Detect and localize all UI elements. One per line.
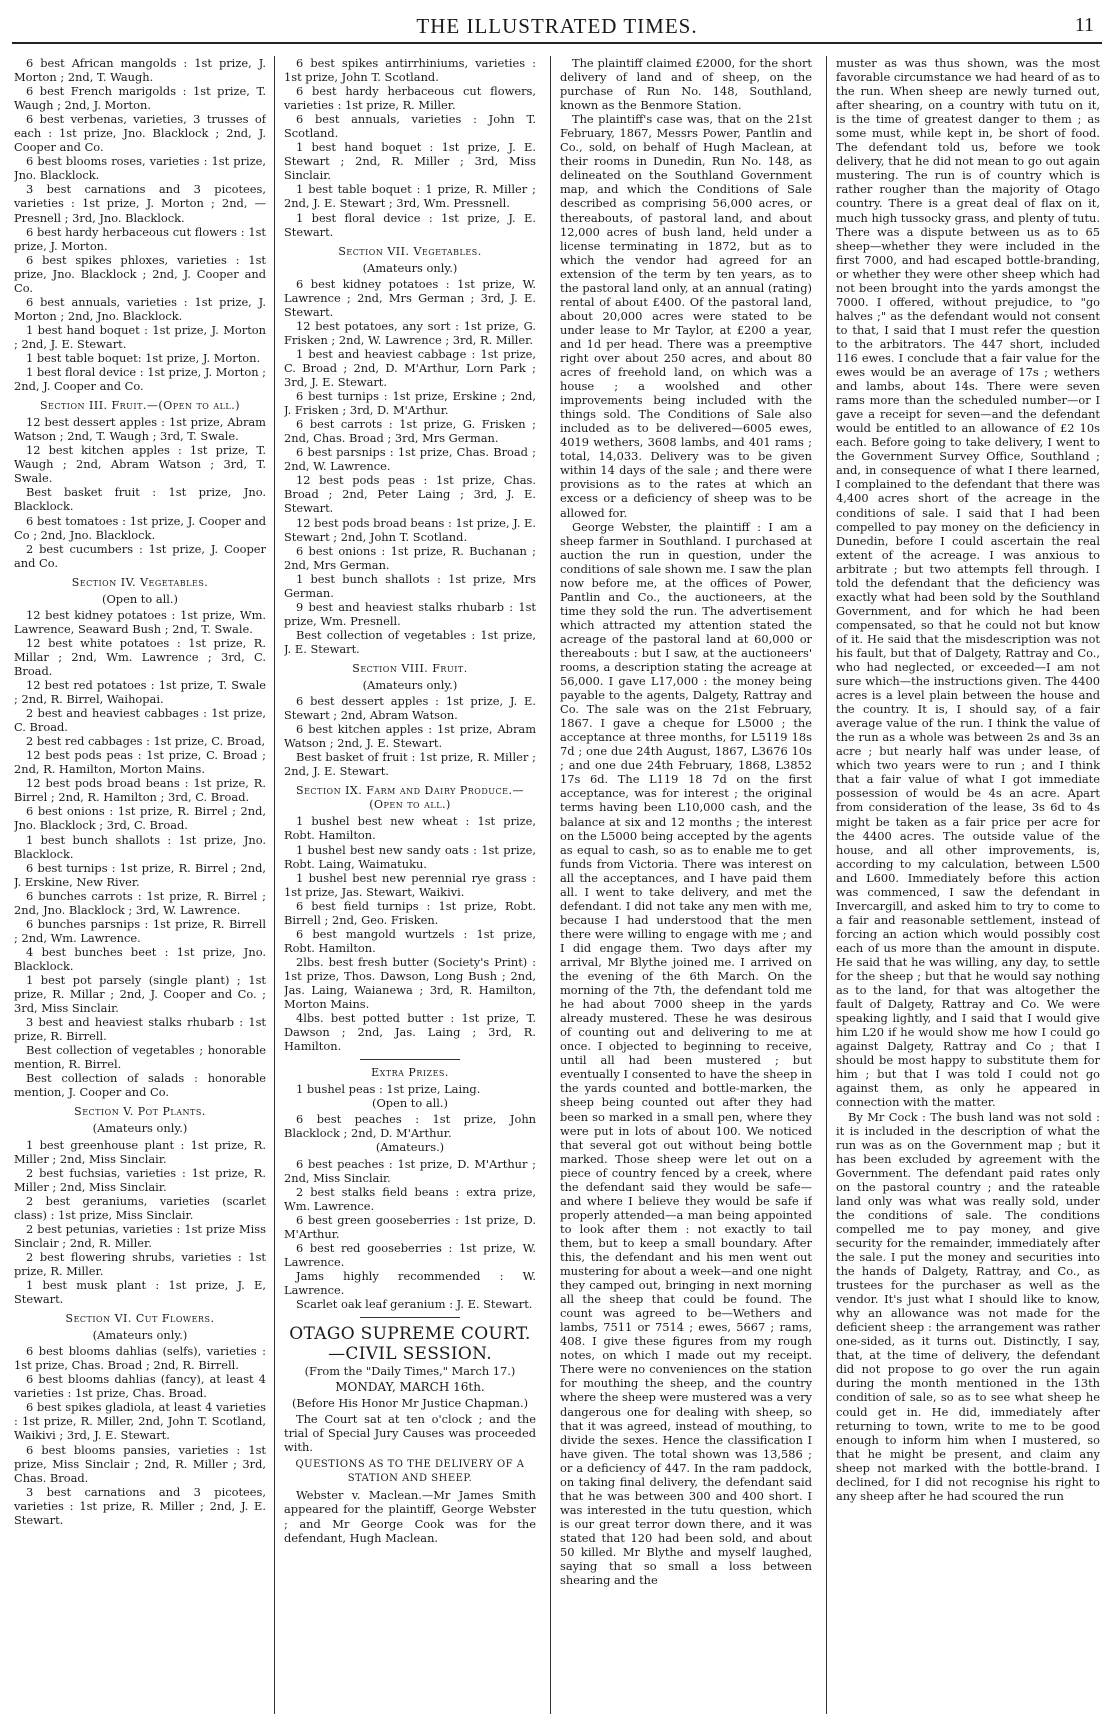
article-paragraph: 6 best peaches : 1st prize, John Blacklock ; 2nd, D. M'Arthur. — [284, 1112, 536, 1141]
article-paragraph: 6 best African mangolds : 1st prize, J. Morton ; 2nd, T. Waugh. — [14, 56, 266, 85]
article-paragraph: Best collection of vegetables : 1st prize, J. E. Stewart. — [284, 627, 536, 656]
section-heading: Extra Prizes. — [371, 1066, 449, 1080]
article-paragraph: 6 best spikes phloxes, varieties : 1st prize, Jno. Blacklock ; 2nd, J. Cooper and Co. — [14, 252, 266, 295]
separator-rule — [360, 1059, 461, 1060]
article-paragraph: 2 best petunias, varieties : 1st prize Miss Sinclair ; 2nd, R. Miller. — [14, 1221, 266, 1250]
article-paragraph: 2 best red cabbages : 1st prize, C. Broad, — [26, 734, 266, 749]
separator-rule — [360, 1317, 461, 1318]
column-3 — [560, 56, 812, 1714]
article-paragraph: 1 bushel best new perennial rye grass : 1st prize, Jas. Stewart, Waikivi. — [284, 870, 536, 899]
article-paragraph: 12 best dessert apples : 1st prize, Abram Watson ; 2nd, T. Waugh ; 3rd, T. Swale. — [14, 415, 266, 444]
article-paragraph: Best basket fruit : 1st prize, Jno. Blacklock. — [14, 485, 266, 514]
article-paragraph: 6 best onions : 1st prize, R. Birrel ; 2nd, Jno. Blacklock ; 3rd, C. Broad. — [14, 804, 266, 833]
article-paragraph: 2 best stalks field beans : extra prize, Wm. Lawrence. — [284, 1184, 536, 1213]
masthead-rule — [12, 42, 1102, 44]
article-paragraph: The plaintiff's case was, that on the 21st February, 1867, Messrs Power, Pantlin and Co., sold, on behalf of Hugh Maclean, at their rooms in Dunedin, Run No. 148, as delineated on the Southland Government map, and which the Conditions of Sale described as comprising 56,000 acres, or thereabouts, of pastoral land, and about 12,000 acres of bush land, held under a license terminating in 1872, but as to which the vendor had agreed for an extension of the term by ten years, as to the pastoral land only, at an annual (rating) rental of about £400. Of the pastoral land, about 20,000 acres were stated to be under lease to Mr Taylor, at £200 a year, and 1d per head. There was a preemptive right over about 250 acres, and about 80 acres of freehold land, on which was a house ; a woolshed and other improvements being included with the things sold. The Conditions of Sale also included as to be delivered—6005 ewes, 4019 wethers, 3608 lambs, and 401 rams ; total, 14,033. Delivery was to be given within 14 days of the sale ; and there were provisions as to the rates at which an excess or a deficiency of sheep was to be allowed for. — [560, 112, 812, 520]
article-paragraph: 2 best cucumbers : 1st prize, J. Cooper and Co. — [14, 541, 266, 570]
column-2 — [284, 56, 536, 1714]
article-paragraph: 6 best peaches : 1st prize, D. M'Arthur ; 2nd, Miss Sinclair. — [284, 1156, 536, 1185]
article-paragraph: The plaintiff claimed £2000, for the short delivery of land and of sheep, on the purchase of Run No. 148, Southland, known as the Benmore Station. — [560, 56, 812, 113]
article-paragraph: 12 best pods peas : 1st prize, Chas. Broad ; 2nd, Peter Laing ; 3rd, J. E. Stewart. — [284, 473, 536, 516]
subheading: (Amateurs only.) — [362, 260, 458, 275]
section-heading: Section IV. Vegetables. — [71, 575, 209, 589]
article-paragraph: 1 best table boquet : 1 prize, R. Miller ; 2nd, J. E. Stewart ; 3rd, Wm. Pressnell. — [284, 182, 536, 211]
article-paragraph: 1 best pot parsely (single plant) ; 1st prize, R. Millar ; 2nd, J. Cooper and Co. ; 3rd, Miss Sinclair. — [14, 973, 266, 1016]
article-paragraph: 6 best kitchen apples : 1st prize, Abram Watson ; 2nd, J. E. Stewart. — [284, 722, 536, 751]
article-paragraph: 1 best greenhouse plant : 1st prize, R. Miller ; 2nd, Miss Sinclair. — [14, 1137, 266, 1166]
article-paragraph: 6 best carrots : 1st prize, G. Frisken ; 2nd, Chas. Broad ; 3rd, Mrs German. — [284, 417, 536, 446]
article-paragraph: 6 best mangold wurtzels : 1st prize, Robt. Hamilton. — [284, 926, 536, 955]
article-paragraph: Jams highly recommended : W. Lawrence. — [284, 1268, 536, 1297]
section-heading: Section III. Fruit.—(Open to all.) — [39, 399, 241, 413]
article-paragraph: 1 bushel best new wheat : 1st prize, Robt. Hamilton. — [284, 814, 536, 843]
article-paragraph: 6 best annuals, varieties : 1st prize, J. Morton ; 2nd, Jno. Blacklock. — [14, 294, 266, 323]
article-paragraph: 6 best blooms pansies, varieties : 1st prize, Miss Sinclair ; 2nd, R. Miller ; 3rd, Chas. Broad. — [14, 1442, 266, 1485]
article-paragraph: 1 best bunch shallots : 1st prize, Jno. Blacklock. — [14, 832, 266, 861]
article-paragraph: 6 best hardy herbaceous cut flowers, varieties : 1st prize, R. Miller. — [284, 84, 536, 113]
article-paragraph: 2 best flowering shrubs, varieties : 1st prize, R. Miller. — [14, 1249, 266, 1278]
article-paragraph: 12 best kitchen apples : 1st prize, T. Waugh ; 2nd, Abram Watson ; 3rd, T. Swale. — [14, 443, 266, 486]
article-paragraph: 6 bunches carrots : 1st prize, R. Birrel ; 2nd, Jno. Blacklock ; 3rd, W. Lawrence. — [14, 888, 266, 917]
article-paragraph: 6 best spikes antirrhiniums, varieties : 1st prize, John T. Scotland. — [284, 56, 536, 85]
masthead — [20, 14, 1094, 40]
case-heading: QUESTIONS AS TO THE DELIVERY OF A STATION AND SHEEP. — [295, 1459, 525, 1485]
article-paragraph: 6 best hardy herbaceous cut flowers : 1st prize, J. Morton. — [14, 224, 266, 253]
article-paragraph: 1 best floral device : 1st prize, J. Morton ; 2nd, J. Cooper and Co. — [14, 365, 266, 394]
article-paragraph: 1 bushel best new sandy oats : 1st prize, Robt. Laing, Waimatuku. — [284, 842, 536, 871]
article-headline: OTAGO SUPREME COURT.—CIVIL SESSION. — [289, 1324, 531, 1365]
article-paragraph: 1 best floral device : 1st prize, J. E. Stewart. — [284, 210, 536, 239]
article-paragraph: 9 best and heaviest stalks rhubarb : 1st prize, Wm. Presnell. — [284, 599, 536, 628]
article-paragraph: 6 best annuals, varieties : John T. Scotland. — [284, 112, 536, 141]
article-paragraph: 12 best pods peas : 1st prize, C. Broad ; 2nd, R. Hamilton, Morton Mains. — [14, 748, 266, 777]
section-heading: Section IX. Farm and Dairy Produce.—(Open to all.) — [296, 784, 524, 812]
article-paragraph: 12 best pods broad beans : 1st prize, J. E. Stewart ; 2nd, John T. Scotland. — [284, 515, 536, 544]
article-paragraph: 6 best turnips : 1st prize, R. Birrel ; 2nd, J. Erskine, New River. — [14, 860, 266, 889]
article-paragraph: By Mr Cock : The bush land was not sold : it is included in the description of what the run was as on the Government map ; but it has been excluded by agreement with the Government. The defendant paid rates only on the pastoral country ; and the rateable land only was what was really sold, under the conditions of sale. The conditions compelled me to pay money, and give security for the remainder, immediately after the sale. I put the money and securities into the hands of Dalgety, Rattray, and Co., as trustees for the purchaser as well as the vendor. It's just what I should like to know, why an allowance was not made for the deficient sheep : the arrangement was rather one-sided, as it turns out. Distinctly, I say, that, at the time of delivery, the defendant did not propose to go over the run again during the month mentioned in the 13th condition of sale, so as to see what sheep he could get in. He did, immediately after returning to town, write to me to be good enough to inform him when I mustered, so that he might be present, and claim any sheep not marked with the bottle-brand. I declined, for I did not recognise his right to any sheep after he had scoured the run — [836, 1109, 1100, 1503]
article-paragraph: 1 best and heaviest cabbage : 1st prize, C. Broad ; 2nd, D. M'Arthur, Lorn Park ; 3rd, J. E. Stewart. — [284, 346, 536, 390]
article-paragraph: 6 best blooms dahlias (selfs), varieties : 1st prize, Chas. Broad ; 2nd, R. Birrell. — [14, 1344, 266, 1373]
article-paragraph: 6 best verbenas, varieties, 3 trusses of each : 1st prize, Jno. Blacklock ; 2nd, J. Cooper and Co. — [14, 112, 266, 155]
article-paragraph: 6 best parsnips : 1st prize, Chas. Broad ; 2nd, W. Lawrence. — [284, 445, 536, 474]
page-number: 11 — [1074, 14, 1094, 36]
subheading: (Amateurs only.) — [92, 1328, 188, 1343]
newspaper-title: THE ILLUSTRATED TIMES. — [416, 14, 698, 38]
section-heading: Section VIII. Fruit. — [352, 661, 468, 675]
article-paragraph: 1 best bunch shallots : 1st prize, Mrs German. — [284, 571, 536, 600]
article-paragraph: 1 best hand boquet : 1st prize, J. E. Stewart ; 2nd, R. Miller ; 3rd, Miss Sinclair. — [284, 140, 536, 183]
article-paragraph: 4 best bunches beet : 1st prize, Jno. Blacklock. — [14, 944, 266, 973]
article-paragraph: 6 best field turnips : 1st prize, Robt. Birrell ; 2nd, Geo. Frisken. — [284, 898, 536, 927]
article-paragraph: 2 best and heaviest cabbages : 1st prize, C. Broad. — [14, 706, 266, 735]
article-paragraph: 12 best white potatoes : 1st prize, R. Millar ; 2nd, Wm. Lawrence ; 3rd, C. Broad. — [14, 635, 266, 678]
article-paragraph: 6 best blooms roses, varieties : 1st prize, Jno. Blacklock. — [14, 154, 266, 183]
article-paragraph: 6 best red gooseberries : 1st prize, W. Lawrence. — [284, 1240, 536, 1269]
article-paragraph: 12 best pods broad beans : 1st prize, R. Birrel ; 2nd, R. Hamilton ; 3rd, C. Broad. — [14, 776, 266, 805]
article-paragraph: 1 best table boquet: 1st prize, J. Morton. — [26, 350, 261, 365]
article-paragraph: 12 best kidney potatoes : 1st prize, Wm. Lawrence, Seaward Bush ; 2nd, T. Swale. — [14, 607, 266, 636]
article-paragraph: 6 best French marigolds : 1st prize, T. Waugh ; 2nd, J. Morton. — [14, 84, 266, 113]
section-heading: Section VII. Vegetables. — [338, 244, 482, 258]
article-paragraph: 6 best turnips : 1st prize, Erskine ; 2nd, J. Frisken ; 3rd, D. M'Arthur. — [284, 389, 536, 418]
subheading: (Before His Honor Mr Justice Chapman.) — [291, 1396, 529, 1411]
article-paragraph: 6 bunches parsnips : 1st prize, R. Birrell ; 2nd, Wm. Lawrence. — [14, 916, 266, 945]
article-paragraph: Webster v. Maclean.—Mr James Smith appeared for the plaintiff, George Webster ; and Mr George Cook was for the defendant, Hugh Maclean. — [284, 1488, 536, 1545]
article-paragraph: muster as was thus shown, was the most favorable circumstance we had heard of as to the run. When sheep are newly turned out, after shearing, on a country with tutu on it, is the time of greatest danger to them ; as some must, while kept in, be short of food. The defendant told us, before we took delivery, that he did not mean to go out again mustering. The run is of country which is rather rougher than the majority of Otago country. There is a great deal of flax on it, much high tussocky grass, and plenty of tutu. There was a dispute between us as to 65 sheep—whether they were included in the first 7000, and had escaped bottle-branding, or whether they were other sheep which had not been brought into the yards amongst the 7000. I offered, without prejudice, to "go halves ;" as the defendant would not consent to that, I said that I must refer the question to the arbitrators. The 447 short, included 116 ewes. I conclude that a fair value for the ewes would be an average of 17s ; wethers and lambs, about 14s. There were seven rams more than the scheduled number—or I gave a receipt for seven—and the defendant would be entitled to an allowance of £2 10s each. Before going to take delivery, I went to the Government Survey Office, Southland ; and, in consequence of what I there learned, I complained to the defendant that there was 4,400 acres short of the acreage in the conditions of sale. I said that I had been compelled to pay money on the deficiency in Dunedin, before I could ascertain the real extent of the acreage. I was anxious to arbitrate ; but two attempts fell through. I told the defendant that the deficiency was exactly what had been sold by the Southland Government, and for which he had been compensated, so that he could not but know of it. He said that the misdescription was not his fault, but that of Dalgety, Rattray and Co., who had neglected, or exceeded—I am not sure which—the instructions given. The 4400 acres is a level plain between the house and the country. It is, I should say, of a fair average value of the run. I think the value of the run as a whole was between 2s and 3s an acre ; but nearly half was under lease, of which two years were to run ; and I think that a fair value of what I got immediate possession of would be 4s an acre. Apart from consideration of the lease, 3s 6d to 4s might be taken as a fair price per acre for the 4400 acres. The outside value of the house, and all other improvements, is, according to my calculation, between L500 and L600. Immediately before this action was commenced, I saw the defendant in Invercargill, and asked him to try to come to a fair and reasonable settlement, instead of forcing an action which would possibly cost each of us more than the amount in dispute. He said that he was willing, any day, to settle for the sheep ; but that he would say nothing as to the land, for that was altogether the fault of Dalgety, Rattray and Co. We were speaking lightly, and I said that I would give him L20 if he would show me how I could go against Dalgety, Rattray and Co ; that I should be most happy to substitute them for him ; but that I was told I could not go against them, as only he appeared in connection with the matter. — [836, 56, 1100, 1110]
column-4 — [836, 56, 1100, 1714]
subheading: (Open to all.) — [102, 591, 178, 606]
article-paragraph: 4lbs. best potted butter : 1st prize, T. Dawson ; 2nd, Jas. Laing ; 3rd, R. Hamilton. — [284, 1011, 536, 1054]
dateline: MONDAY, MARCH 16th. — [335, 1380, 485, 1395]
article-paragraph: 6 best blooms dahlias (fancy), at least 4 varieties : 1st prize, Chas. Broad. — [14, 1372, 266, 1401]
article-paragraph: 2 best geraniums, varieties (scarlet class) : 1st prize, Miss Sinclair. — [14, 1193, 266, 1222]
article-paragraph: 1 best hand boquet : 1st prize, J. Morton ; 2nd, J. E. Stewart. — [14, 322, 266, 351]
article-paragraph: 6 best onions : 1st prize, R. Buchanan ; 2nd, Mrs German. — [284, 543, 536, 572]
article-paragraph: 6 best spikes gladiola, at least 4 varieties : 1st prize, R. Miller, 2nd, John T. Scotland, Waikivi ; 3rd, J. E. Stewart. — [14, 1400, 266, 1443]
article-paragraph: 6 best dessert apples : 1st prize, J. E. Stewart ; 2nd, Abram Watson. — [284, 694, 536, 723]
column-1 — [14, 56, 266, 1714]
article-paragraph: 12 best potatoes, any sort : 1st prize, G. Frisken ; 2nd, W. Lawrence ; 3rd, R. Miller. — [284, 318, 536, 347]
article-paragraph: 1 bushel peas : 1st prize, Laing. — [296, 1082, 481, 1097]
section-heading: Section V. Pot Plants. — [74, 1105, 206, 1119]
article-paragraph: Best collection of vegetables ; honorable mention, R. Birrel. — [14, 1043, 266, 1072]
article-paragraph: 3 best and heaviest stalks rhubarb : 1st prize, R. Birrell. — [14, 1015, 266, 1044]
article-paragraph: Best collection of salads : honorable mention, J. Cooper and Co. — [14, 1071, 266, 1100]
article-paragraph: George Webster, the plaintiff : I am a sheep farmer in Southland. I purchased at auction the run in question, under the conditions of sale shown me. I saw the plan now before me, at the offices of Power, Pantlin and Co., the auctioneers, at the time they sold the run. The advertisement which attracted my attention stated the acreage of the pastoral land at 60,000 or thereabouts : but I saw, at the auctioneers' rooms, a description stating the acreage at 56,000. I gave L17,000 : the money being payable to the agents, Dalgety, Rattray and Co. The sale was on the 21st February, 1867. I gave a cheque for L5000 ; the acceptance at three months, for L5119 18s 7d ; one due 24th August, 1867, L3676 10s ; and one due 24th February, 1868, L3852 17s 6d. The L119 18 7d on the first acceptance, was for interest ; the original terms having been L10,000 cash, and the balance at six and 12 months ; the interest on the L5000 being accepted by the agents as equal to cash, so as to enable me to get funds from Victoria. There was interest on all the acceptances, and I have paid them all. I went to take delivery, and met the defendant. I did not take any men with me, because I had understood that the men there were willing to engage with me ; and I did engage them. Two days after my arrival, Mr Blythe joined me. I arrived on the evening of the 6th March. On the morning of the 7th, the defendant told me he had about 7000 sheep in the yards already mustered. These he was desirous of counting out and delivering to me at once. I objected to beginning to receive, until all had been mustered ; but eventually I consented to have the sheep in the yards counted and bottle-marken, the sheep being counted out after they had been so marked in a small pen, where they were put in lots of about 100. We noticed that several got out without being bottle marked. Those sheep were let out on a piece of country fenced by a creek, where the defendant said they would be safe—and where I believe they would be safe if properly attended—a man being appointed to look after them : not exactly to tail them, but to keep a small boundary. After this, the defendant and his men went out mustering for about a week—and one night they camped out, bringing in next morning all the sheep that could be found. The count was agreed to be—Wethers and lambs, 7511 or 7514 ; ewes, 5667 ; rams, 408. I give these figures from my rough notes, on which I made out my receipt. There were no conveniences on the station for mouthing the sheep, and the country where the sheep were mustered was a very dangerous one for dealing with sheep, so that it was agreed, instead of mouthing, to divide the sexes. Hence the classification I have given. The total shown was 13,586 ; or a deficiency of 447. In the ram paddock, on taking final delivery, the defendant said that he was between 300 and 400 short. I was interested in the tutu question, which is our great terror down there, and it was stated that 120 had been sold, and about 50 killed. Mr Blythe and myself laughed, saying that so small a loss between shearing and the — [560, 519, 812, 1588]
article-paragraph: Scarlet oak leaf geranium : J. E. Stewart. — [296, 1296, 533, 1311]
article-paragraph: 12 best red potatoes : 1st prize, T. Swale ; 2nd, R. Birrel, Waihopai. — [14, 678, 266, 707]
section-heading: Section VI. Cut Flowers. — [65, 1312, 215, 1326]
subheading: (Amateurs only.) — [362, 678, 458, 693]
article-paragraph: Best basket of fruit : 1st prize, R. Miller ; 2nd, J. E. Stewart. — [284, 750, 536, 779]
subheading: (Amateurs.) — [375, 1140, 445, 1155]
article-paragraph: 6 best green gooseberries : 1st prize, D. M'Arthur. — [284, 1212, 536, 1241]
article-paragraph: 1 best musk plant : 1st prize, J. E, Stewart. — [14, 1277, 266, 1307]
article-paragraph: 2lbs. best fresh butter (Society's Print) : 1st prize, Thos. Dawson, Long Bush ; 2nd, Jas. Laing, Waianewa ; 3rd, R. Hamilton, Morton Mains. — [284, 954, 536, 1012]
article-paragraph: 2 best fuchsias, varieties : 1st prize, R. Miller ; 2nd, Miss Sinclair. — [14, 1165, 266, 1194]
article-paragraph: 3 best carnations and 3 picotees, varieties : 1st prize, J. Morton ; 2nd, — Presnell ; 3rd, Jno. Blacklock. — [14, 182, 266, 225]
article-paragraph: 6 best kidney potatoes : 1st prize, W. Lawrence ; 2nd, Mrs German ; 3rd, J. E. Stewart. — [284, 276, 536, 319]
article-paragraph: 3 best carnations and 3 picotees, varieties : 1st prize, R. Miller ; 2nd, J. E. Stewart. — [14, 1484, 266, 1527]
article-paragraph: 6 best tomatoes : 1st prize, J. Cooper and Co ; 2nd, Jno. Blacklock. — [14, 513, 266, 542]
article-paragraph: The Court sat at ten o'clock ; and the trial of Special Jury Causes was proceeded with. — [284, 1412, 536, 1455]
subheading: (From the "Daily Times," March 17.) — [304, 1364, 516, 1379]
subheading: (Amateurs only.) — [92, 1121, 188, 1136]
subheading: (Open to all.) — [372, 1096, 448, 1111]
